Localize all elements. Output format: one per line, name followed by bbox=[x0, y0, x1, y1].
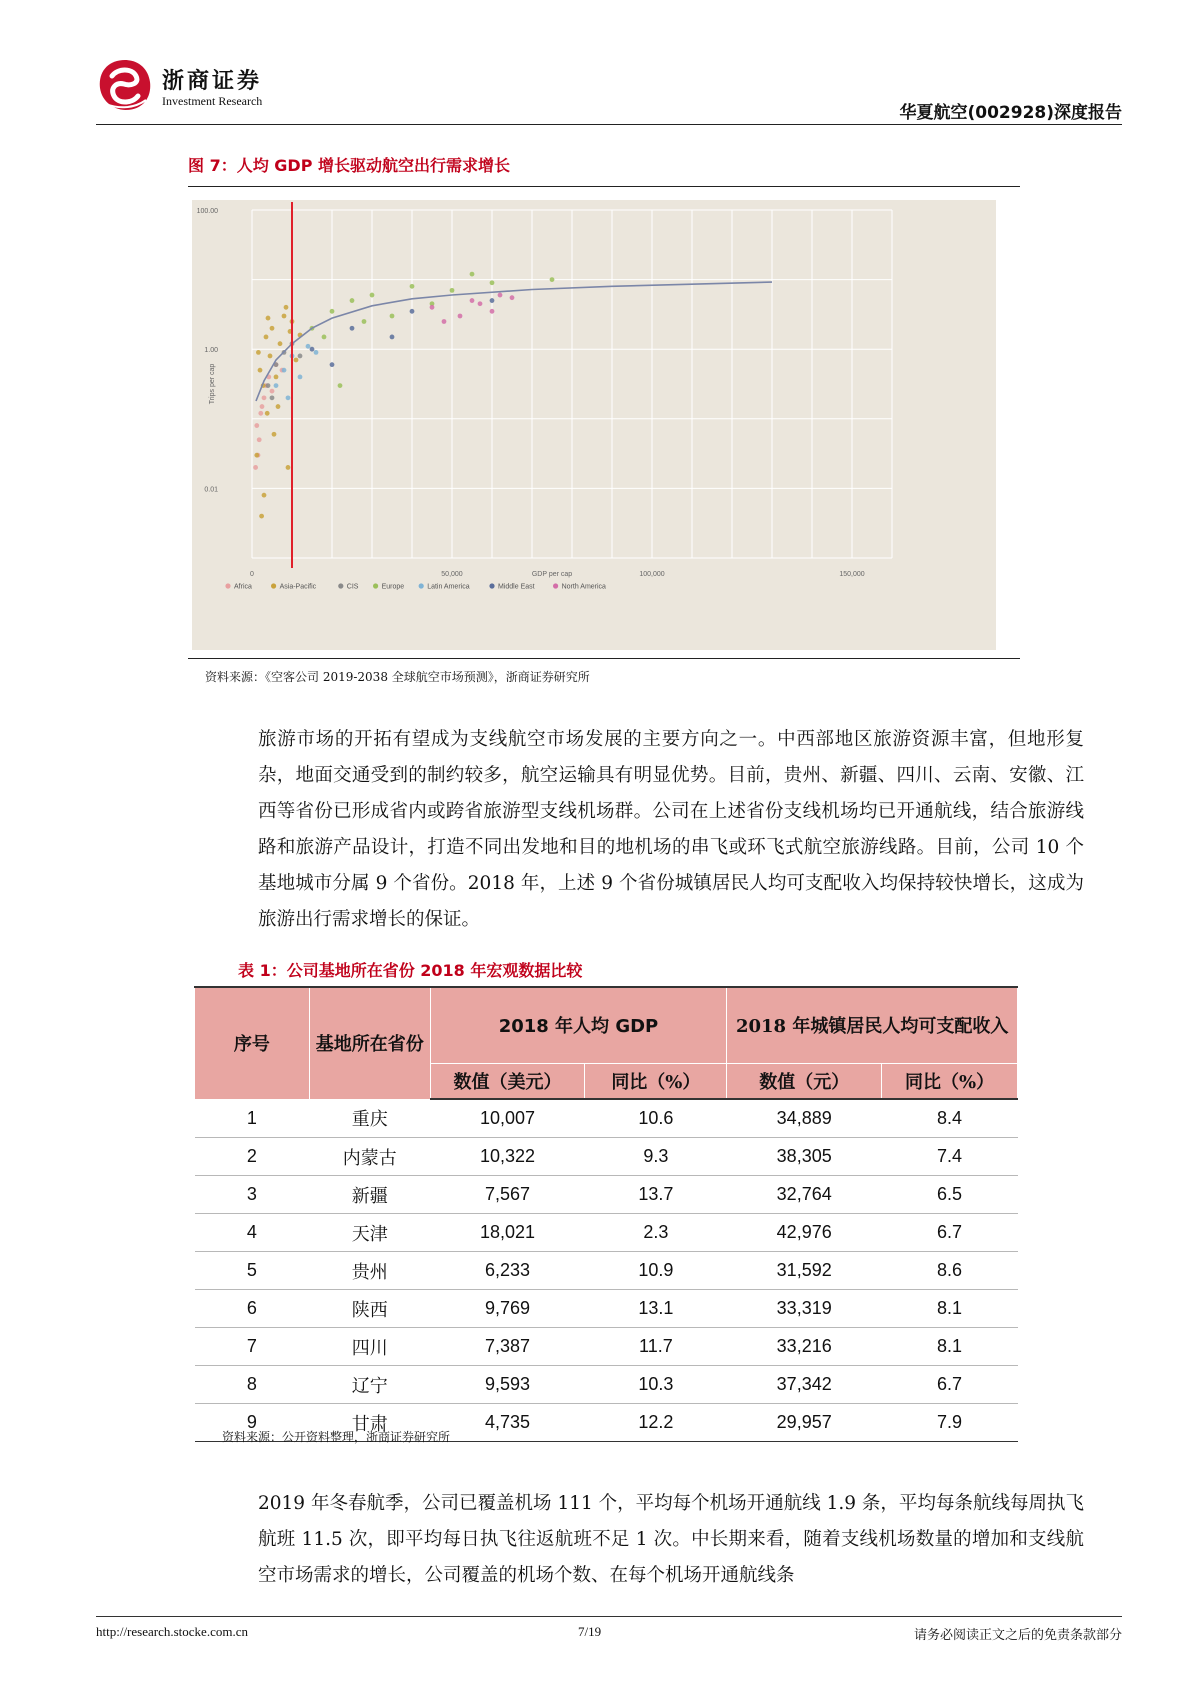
y-tick-label: 1.00 bbox=[204, 347, 218, 355]
scatter-point bbox=[282, 314, 287, 319]
scatter-point bbox=[470, 298, 475, 303]
cell-income: 29,957 bbox=[727, 1404, 882, 1442]
cell-gdp-yoy: 13.1 bbox=[585, 1290, 727, 1328]
cell-income: 38,305 bbox=[727, 1138, 882, 1176]
scatter-point bbox=[274, 374, 279, 379]
x-tick-label: 150,000 bbox=[839, 571, 865, 578]
table-row bbox=[195, 1252, 1018, 1290]
cell-province: 新疆 bbox=[309, 1176, 430, 1214]
scatter-point bbox=[259, 514, 264, 519]
cell-income: 34,889 bbox=[727, 1099, 882, 1138]
cell-province: 内蒙古 bbox=[309, 1138, 430, 1176]
cell-gdp: 4,735 bbox=[430, 1404, 585, 1442]
scatter-point bbox=[270, 389, 275, 394]
scatter-point bbox=[268, 354, 273, 359]
y-tick-label: 100.00 bbox=[196, 208, 218, 215]
cell-income: 42,976 bbox=[727, 1214, 882, 1252]
cell-income-yoy: 7.9 bbox=[882, 1404, 1018, 1442]
cell-province: 甘肃 bbox=[309, 1404, 430, 1442]
brand-name-cn: 浙商证券 bbox=[162, 68, 263, 94]
scatter-point bbox=[262, 493, 267, 498]
scatter-point bbox=[270, 395, 275, 400]
scatter-point bbox=[310, 347, 315, 352]
scatter-point bbox=[490, 298, 495, 303]
cell-income-yoy: 7.4 bbox=[882, 1138, 1018, 1176]
cell-gdp: 10,007 bbox=[430, 1099, 585, 1138]
cell-province: 陕西 bbox=[309, 1290, 430, 1328]
legend-marker bbox=[373, 583, 378, 588]
cell-gdp: 9,769 bbox=[430, 1290, 585, 1328]
header-income-group: 2018 年城镇居民人均可支配收入 bbox=[727, 987, 1018, 1063]
cell-seq: 6 bbox=[195, 1290, 310, 1328]
figure-title: 图 7：人均 GDP 增长驱动航空出行需求增长 bbox=[188, 156, 510, 175]
gdp-trips-scatter-chart bbox=[192, 200, 996, 650]
cell-gdp-yoy: 10.6 bbox=[585, 1099, 727, 1138]
legend-marker bbox=[338, 583, 343, 588]
scatter-point bbox=[298, 374, 303, 379]
table-row bbox=[195, 1366, 1018, 1404]
cell-gdp-yoy: 2.3 bbox=[585, 1214, 727, 1252]
legend-label: Latin America bbox=[427, 583, 470, 591]
header-income-value: 数值（元） bbox=[727, 1063, 882, 1099]
cell-gdp-yoy: 12.2 bbox=[585, 1404, 727, 1442]
scatter-point bbox=[510, 295, 515, 300]
table-row bbox=[195, 1290, 1018, 1328]
scatter-point bbox=[330, 309, 335, 314]
cell-province: 四川 bbox=[309, 1328, 430, 1366]
footer-url: http://research.stocke.com.cn bbox=[96, 1624, 248, 1639]
cell-income: 37,342 bbox=[727, 1366, 882, 1404]
cell-seq: 5 bbox=[195, 1252, 310, 1290]
table-row bbox=[195, 1328, 1018, 1366]
scatter-point bbox=[282, 368, 287, 373]
cell-province: 贵州 bbox=[309, 1252, 430, 1290]
cell-province: 天津 bbox=[309, 1214, 430, 1252]
scatter-point bbox=[362, 319, 367, 324]
footer-divider bbox=[96, 1616, 1122, 1617]
figure-source: 资料来源：《空客公司 2019-2038 全球航空市场预测》，浙商证券研究所 bbox=[205, 670, 590, 684]
cell-income-yoy: 8.1 bbox=[882, 1290, 1018, 1328]
body-paragraph-tourism: 旅游市场的开拓有望成为支线航空市场发展的主要方向之一。中西部地区旅游资源丰富，但地形复杂，地面交通受到的制约较多，航空运输具有明显优势。目前，贵州、新疆、四川、云南、安徽、江西等省份已形成省内或跨省旅游型支线机场群。公司在上述省份支线机场均已开通航线，结合旅游线路和旅游产品设计，打造不同出发地和目的地机场的串飞或环飞式航空旅游线路。目前，公司 10 个基地城市分属 9 个省份。2018 年，上述 9 个省份城镇居民人均可支配收入均保持较快增长，这成为旅游出行需求增长的保证。 bbox=[258, 729, 1084, 930]
table-row bbox=[195, 1176, 1018, 1214]
y-tick-label: 0.01 bbox=[204, 486, 218, 494]
scatter-point bbox=[314, 350, 319, 355]
chart-background bbox=[192, 200, 996, 650]
scatter-point bbox=[270, 326, 275, 331]
page-number: 7/19 bbox=[578, 1624, 602, 1639]
body-paragraph-airports: 2019 年冬春航季，公司已覆盖机场 111 个，平均每个机场开通航线 1.9 条，平均每条航线每周执飞航班 11.5 次，即平均每日执飞往返航班不足 1 次。中长期来看，随着支线机场数量的增加和支线航空市场需求的增长，公司覆盖的机场个数、在每个机场开通航线条 bbox=[258, 1493, 1084, 1586]
header-province: 基地所在省份 bbox=[309, 987, 430, 1099]
scatter-point bbox=[254, 453, 259, 458]
cell-province: 重庆 bbox=[309, 1099, 430, 1138]
x-tick-label: 100,000 bbox=[639, 571, 665, 578]
scatter-point bbox=[278, 341, 283, 346]
x-axis-title: GDP per cap bbox=[531, 571, 573, 578]
legend-label: Europe bbox=[381, 583, 405, 591]
scatter-point bbox=[390, 335, 395, 340]
scatter-point bbox=[430, 305, 435, 310]
cell-income-yoy: 8.4 bbox=[882, 1099, 1018, 1138]
cell-gdp-yoy: 11.7 bbox=[585, 1328, 727, 1366]
legend-marker bbox=[489, 583, 494, 588]
table-row bbox=[195, 1214, 1018, 1252]
scatter-point bbox=[258, 368, 263, 373]
legend-marker bbox=[271, 583, 276, 588]
cell-gdp: 7,567 bbox=[430, 1176, 585, 1214]
cell-seq: 8 bbox=[195, 1366, 310, 1404]
cell-income: 33,216 bbox=[727, 1328, 882, 1366]
table-title: 表 1：公司基地所在省份 2018 年宏观数据比较 bbox=[238, 961, 583, 980]
header-gdp-value: 数值（美元） bbox=[430, 1063, 585, 1099]
cell-gdp-yoy: 9.3 bbox=[585, 1138, 727, 1176]
cell-gdp-yoy: 10.3 bbox=[585, 1366, 727, 1404]
x-tick-label: 50,000 bbox=[441, 571, 463, 578]
figure-bottom-rule bbox=[188, 658, 1020, 659]
scatter-point bbox=[410, 284, 415, 289]
scatter-point bbox=[298, 354, 303, 359]
scatter-point bbox=[458, 314, 463, 319]
report-title: 华夏航空(002928)深度报告 bbox=[899, 103, 1122, 123]
scatter-point bbox=[264, 335, 269, 340]
header-divider bbox=[96, 124, 1122, 125]
scatter-point bbox=[442, 319, 447, 324]
cell-gdp: 9,593 bbox=[430, 1366, 585, 1404]
legend-label: Middle East bbox=[498, 583, 535, 591]
cell-gdp-yoy: 10.9 bbox=[585, 1252, 727, 1290]
scatter-point bbox=[410, 309, 415, 314]
scatter-point bbox=[276, 404, 281, 409]
brand-name-en: Investment Research bbox=[162, 94, 263, 108]
scatter-point bbox=[294, 358, 299, 363]
legend-label: CIS bbox=[346, 583, 359, 591]
scatter-point bbox=[257, 437, 262, 442]
cell-income-yoy: 6.7 bbox=[882, 1366, 1018, 1404]
header-gdp-group: 2018 年人均 GDP bbox=[430, 987, 727, 1063]
cell-seq: 4 bbox=[195, 1214, 310, 1252]
cell-income-yoy: 8.6 bbox=[882, 1252, 1018, 1290]
cell-seq: 7 bbox=[195, 1328, 310, 1366]
y-axis-title: Trips per cap bbox=[209, 363, 216, 405]
scatter-point bbox=[478, 301, 483, 306]
cell-income: 32,764 bbox=[727, 1176, 882, 1214]
scatter-point bbox=[262, 395, 267, 400]
legend-marker bbox=[419, 583, 424, 588]
cell-income: 33,319 bbox=[727, 1290, 882, 1328]
scatter-point bbox=[350, 298, 355, 303]
scatter-point bbox=[260, 404, 265, 409]
scatter-point bbox=[284, 305, 289, 310]
scatter-point bbox=[256, 350, 261, 355]
scatter-point bbox=[470, 272, 475, 277]
macro-data-table bbox=[194, 986, 1018, 1442]
legend-marker bbox=[553, 583, 558, 588]
x-tick-label: 0 bbox=[250, 571, 254, 578]
legend-marker bbox=[225, 583, 230, 588]
scatter-point bbox=[286, 465, 291, 470]
legend-label: Africa bbox=[234, 583, 252, 591]
scatter-point bbox=[266, 316, 271, 321]
cell-gdp: 18,021 bbox=[430, 1214, 585, 1252]
legend-label: Asia-Pacific bbox=[279, 583, 317, 591]
table-row bbox=[195, 1099, 1018, 1138]
table-row bbox=[195, 1138, 1018, 1176]
scatter-point bbox=[450, 288, 455, 293]
table-source: 资料来源：公开资料整理，浙商证券研究所 bbox=[222, 1430, 451, 1444]
header-gdp-yoy: 同比（%） bbox=[585, 1063, 727, 1099]
scatter-point bbox=[253, 465, 258, 470]
figure-top-rule bbox=[188, 186, 1020, 187]
scatter-point bbox=[254, 423, 259, 428]
scatter-point bbox=[338, 383, 343, 388]
scatter-point bbox=[330, 362, 335, 367]
scatter-point bbox=[350, 326, 355, 331]
scatter-point bbox=[265, 411, 270, 416]
cell-income-yoy: 6.7 bbox=[882, 1214, 1018, 1252]
scatter-point bbox=[490, 309, 495, 314]
cell-gdp: 10,322 bbox=[430, 1138, 585, 1176]
disclaimer-note: 请务必阅读正文之后的免责条款部分 bbox=[913, 1628, 1122, 1643]
cell-gdp: 7,387 bbox=[430, 1328, 585, 1366]
cell-income-yoy: 8.1 bbox=[882, 1328, 1018, 1366]
scatter-point bbox=[306, 344, 311, 349]
scatter-point bbox=[274, 383, 279, 388]
cell-gdp-yoy: 13.7 bbox=[585, 1176, 727, 1214]
header-seq: 序号 bbox=[195, 987, 310, 1099]
scatter-point bbox=[258, 411, 263, 416]
header-income-yoy: 同比（%） bbox=[882, 1063, 1018, 1099]
scatter-point bbox=[370, 293, 375, 298]
cell-seq: 3 bbox=[195, 1176, 310, 1214]
scatter-point bbox=[390, 314, 395, 319]
company-logo bbox=[96, 58, 154, 112]
scatter-point bbox=[286, 395, 291, 400]
cell-seq: 1 bbox=[195, 1099, 310, 1138]
cell-seq: 9 bbox=[195, 1404, 310, 1442]
scatter-point bbox=[490, 280, 495, 285]
scatter-point bbox=[498, 293, 503, 298]
cell-income-yoy: 6.5 bbox=[882, 1176, 1018, 1214]
scatter-point bbox=[266, 383, 271, 388]
cell-province: 辽宁 bbox=[309, 1366, 430, 1404]
cell-gdp: 6,233 bbox=[430, 1252, 585, 1290]
legend-label: North America bbox=[561, 583, 606, 591]
scatter-point bbox=[550, 277, 555, 282]
scatter-point bbox=[322, 335, 327, 340]
cell-income: 31,592 bbox=[727, 1252, 882, 1290]
scatter-point bbox=[272, 432, 277, 437]
cell-seq: 2 bbox=[195, 1138, 310, 1176]
